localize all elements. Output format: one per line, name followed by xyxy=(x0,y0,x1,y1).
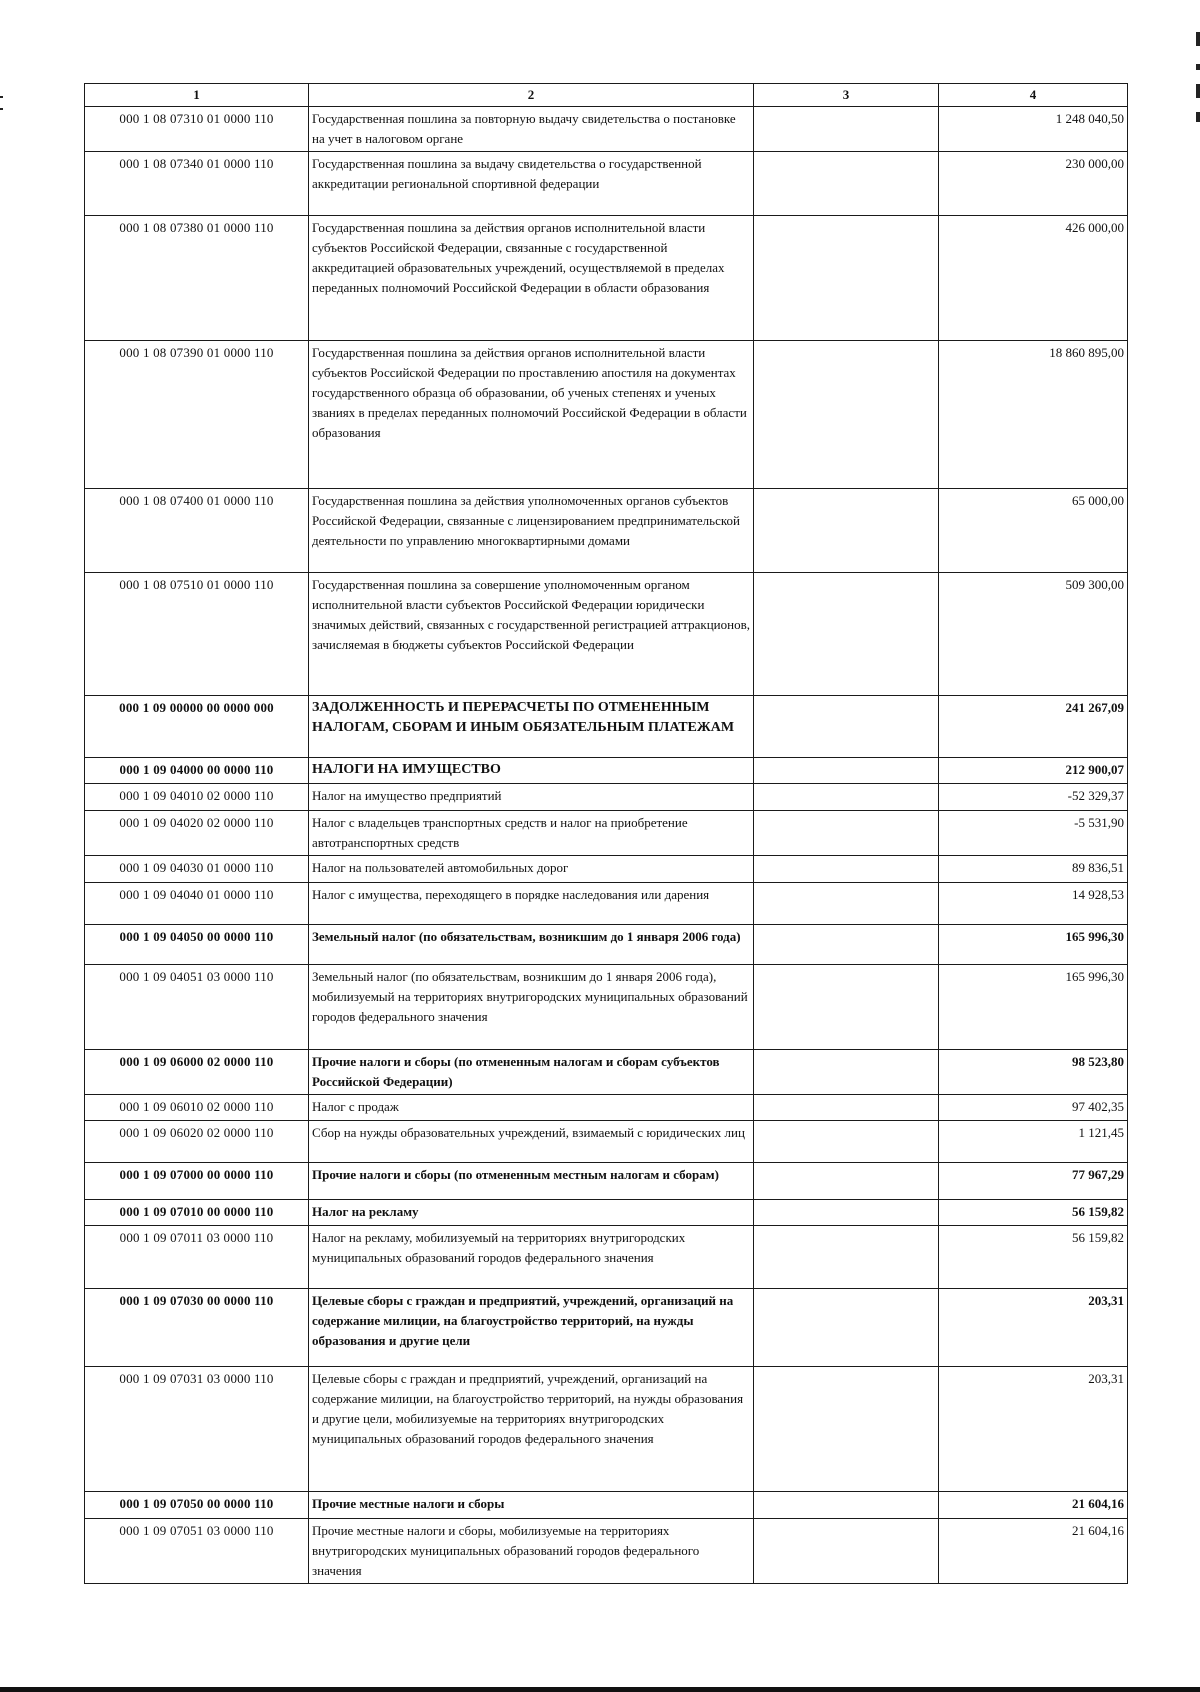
amount-cell: 230 000,00 xyxy=(939,152,1128,216)
revenue-name-cell: Государственная пошлина за действия органов исполнительной власти субъектов Российской Федерации, связанные с государственной аккредитацией образовательных учреждений, осуществляемой в пределах переданных полномочий Российской Федерации в области образования xyxy=(309,216,754,341)
header-col-4: 4 xyxy=(939,84,1128,107)
revenue-name-cell: Налог с имущества, переходящего в порядке наследования или дарения xyxy=(309,883,754,925)
amount-cell: 212 900,07 xyxy=(939,758,1128,784)
amount-cell: 165 996,30 xyxy=(939,965,1128,1050)
revenue-name-cell: Налог с продаж xyxy=(309,1095,754,1121)
budget-code-cell: 000 1 09 06010 02 0000 110 xyxy=(85,1095,309,1121)
budget-code-cell: 000 1 09 07051 03 0000 110 xyxy=(85,1519,309,1584)
scan-mark-right-1 xyxy=(1196,32,1200,46)
table-body xyxy=(85,107,1128,1584)
revenue-name-cell: Прочие местные налоги и сборы, мобилизуемые на территориях внутригородских муниципальных образований городов федерального значения xyxy=(309,1519,754,1584)
empty-col3-cell xyxy=(754,1367,939,1492)
revenue-name-cell: ЗАДОЛЖЕННОСТЬ И ПЕРЕРАСЧЕТЫ ПО ОТМЕНЕННЫМ НАЛОГАМ, СБОРАМ И ИНЫМ ОБЯЗАТЕЛЬНЫМ ПЛАТЕЖАМ xyxy=(309,696,754,758)
revenue-name-cell: Земельный налог (по обязательствам, возникшим до 1 января 2006 года) xyxy=(309,925,754,965)
revenue-name-cell: Государственная пошлина за совершение уполномоченным органом исполнительной власти субъектов Российской Федерации юридически значимых действий, связанных с государственной регистрацией аттракционов, зачисляемая в бюджеты субъектов Российской Федерации xyxy=(309,573,754,696)
budget-code-cell: 000 1 09 04010 02 0000 110 xyxy=(85,784,309,811)
amount-cell: -52 329,37 xyxy=(939,784,1128,811)
amount-cell: 165 996,30 xyxy=(939,925,1128,965)
revenue-name-cell: Государственная пошлина за действия уполномоченных органов субъектов Российской Федерации, связанные с лицензированием предпринимательской деятельности по управлению многоквартирными домами xyxy=(309,489,754,573)
budget-code-cell: 000 1 09 04050 00 0000 110 xyxy=(85,925,309,965)
budget-code-cell: 000 1 09 06020 02 0000 110 xyxy=(85,1121,309,1163)
budget-code-cell: 000 1 08 07510 01 0000 110 xyxy=(85,573,309,696)
table-row xyxy=(85,1492,1128,1519)
empty-col3-cell xyxy=(754,856,939,883)
empty-col3-cell xyxy=(754,489,939,573)
table-row xyxy=(85,216,1128,341)
table-row xyxy=(85,107,1128,152)
budget-code-cell: 000 1 08 07380 01 0000 110 xyxy=(85,216,309,341)
table-row xyxy=(85,696,1128,758)
empty-col3-cell xyxy=(754,1121,939,1163)
revenue-name-cell: Налог с владельцев транспортных средств и налог на приобретение автотранспортных средств xyxy=(309,811,754,856)
table-row xyxy=(85,1289,1128,1367)
empty-col3-cell xyxy=(754,925,939,965)
table-row xyxy=(85,489,1128,573)
scan-mark-left-2 xyxy=(0,108,3,110)
scan-mark-right-4 xyxy=(1196,112,1200,122)
table-row xyxy=(85,1050,1128,1095)
budget-code-cell: 000 1 09 04051 03 0000 110 xyxy=(85,965,309,1050)
revenue-name-cell: Государственная пошлина за повторную выдачу свидетельства о постановке на учет в налоговом органе xyxy=(309,107,754,152)
budget-code-cell: 000 1 08 07340 01 0000 110 xyxy=(85,152,309,216)
empty-col3-cell xyxy=(754,1095,939,1121)
amount-cell: 14 928,53 xyxy=(939,883,1128,925)
amount-cell: 89 836,51 xyxy=(939,856,1128,883)
table-header xyxy=(85,84,1128,107)
empty-col3-cell xyxy=(754,965,939,1050)
amount-cell: 97 402,35 xyxy=(939,1095,1128,1121)
empty-col3-cell xyxy=(754,1200,939,1226)
amount-cell: 21 604,16 xyxy=(939,1519,1128,1584)
budget-code-cell: 000 1 09 06000 02 0000 110 xyxy=(85,1050,309,1095)
table-row xyxy=(85,1519,1128,1584)
table-row xyxy=(85,1163,1128,1200)
empty-col3-cell xyxy=(754,1163,939,1200)
amount-cell: 241 267,09 xyxy=(939,696,1128,758)
budget-code-cell: 000 1 09 07010 00 0000 110 xyxy=(85,1200,309,1226)
budget-code-cell: 000 1 09 07011 03 0000 110 xyxy=(85,1226,309,1289)
table-row xyxy=(85,1200,1128,1226)
budget-code-cell: 000 1 09 00000 00 0000 000 xyxy=(85,696,309,758)
empty-col3-cell xyxy=(754,1226,939,1289)
empty-col3-cell xyxy=(754,107,939,152)
budget-code-cell: 000 1 09 07030 00 0000 110 xyxy=(85,1289,309,1367)
revenue-name-cell: Целевые сборы с граждан и предприятий, учреждений, организаций на содержание милиции, на благоустройство территорий, на нужды образования и другие цели xyxy=(309,1289,754,1367)
revenue-name-cell: Налог на рекламу xyxy=(309,1200,754,1226)
table-row xyxy=(85,152,1128,216)
empty-col3-cell xyxy=(754,696,939,758)
empty-col3-cell xyxy=(754,1519,939,1584)
header-col-3: 3 xyxy=(754,84,939,107)
empty-col3-cell xyxy=(754,1492,939,1519)
amount-cell: 18 860 895,00 xyxy=(939,341,1128,489)
empty-col3-cell xyxy=(754,573,939,696)
table-row xyxy=(85,965,1128,1050)
revenue-name-cell: Земельный налог (по обязательствам, возникшим до 1 января 2006 года), мобилизуемый на территориях внутригородских муниципальных образований городов федерального значения xyxy=(309,965,754,1050)
amount-cell: 203,31 xyxy=(939,1289,1128,1367)
budget-code-cell: 000 1 09 04030 01 0000 110 xyxy=(85,856,309,883)
scan-mark-right-2 xyxy=(1196,64,1200,70)
revenue-name-cell: Прочие налоги и сборы (по отмененным местным налогам и сборам) xyxy=(309,1163,754,1200)
empty-col3-cell xyxy=(754,216,939,341)
amount-cell: 98 523,80 xyxy=(939,1050,1128,1095)
budget-code-cell: 000 1 08 07400 01 0000 110 xyxy=(85,489,309,573)
table-row xyxy=(85,925,1128,965)
revenue-name-cell: Государственная пошлина за выдачу свидетельства о государственной аккредитации региональной спортивной федерации xyxy=(309,152,754,216)
amount-cell: 1 121,45 xyxy=(939,1121,1128,1163)
table-row xyxy=(85,1367,1128,1492)
budget-code-cell: 000 1 08 07390 01 0000 110 xyxy=(85,341,309,489)
table-row xyxy=(85,758,1128,784)
scan-mark-right-3 xyxy=(1196,84,1200,98)
scan-bottom-edge xyxy=(0,1687,1200,1692)
empty-col3-cell xyxy=(754,341,939,489)
revenue-table xyxy=(84,83,1128,1584)
revenue-name-cell: Сбор на нужды образовательных учреждений, взимаемый с юридических лиц xyxy=(309,1121,754,1163)
budget-code-cell: 000 1 09 04000 00 0000 110 xyxy=(85,758,309,784)
budget-code-cell: 000 1 09 07031 03 0000 110 xyxy=(85,1367,309,1492)
table-row xyxy=(85,856,1128,883)
revenue-name-cell: Налог на пользователей автомобильных дорог xyxy=(309,856,754,883)
empty-col3-cell xyxy=(754,152,939,216)
header-col-1: 1 xyxy=(85,84,309,107)
amount-cell: 56 159,82 xyxy=(939,1200,1128,1226)
amount-cell: 56 159,82 xyxy=(939,1226,1128,1289)
empty-col3-cell xyxy=(754,758,939,784)
empty-col3-cell xyxy=(754,1050,939,1095)
budget-code-cell: 000 1 09 04040 01 0000 110 xyxy=(85,883,309,925)
table-row xyxy=(85,811,1128,856)
amount-cell: 21 604,16 xyxy=(939,1492,1128,1519)
amount-cell: 203,31 xyxy=(939,1367,1128,1492)
empty-col3-cell xyxy=(754,811,939,856)
scan-mark-left-1 xyxy=(0,96,3,98)
amount-cell: 65 000,00 xyxy=(939,489,1128,573)
empty-col3-cell xyxy=(754,1289,939,1367)
amount-cell: 1 248 040,50 xyxy=(939,107,1128,152)
revenue-name-cell: Прочие налоги и сборы (по отмененным налогам и сборам субъектов Российской Федерации) xyxy=(309,1050,754,1095)
amount-cell: 426 000,00 xyxy=(939,216,1128,341)
revenue-name-cell: НАЛОГИ НА ИМУЩЕСТВО xyxy=(309,758,754,784)
budget-code-cell: 000 1 09 07000 00 0000 110 xyxy=(85,1163,309,1200)
table-row xyxy=(85,1226,1128,1289)
table-row xyxy=(85,573,1128,696)
empty-col3-cell xyxy=(754,883,939,925)
revenue-name-cell: Прочие местные налоги и сборы xyxy=(309,1492,754,1519)
table-row xyxy=(85,341,1128,489)
header-row xyxy=(85,84,1128,107)
table-row xyxy=(85,883,1128,925)
empty-col3-cell xyxy=(754,784,939,811)
table-row xyxy=(85,784,1128,811)
budget-code-cell: 000 1 08 07310 01 0000 110 xyxy=(85,107,309,152)
revenue-name-cell: Государственная пошлина за действия органов исполнительной власти субъектов Российской Федерации по проставлению апостиля на документах государственного образца об образовании, об ученых степенях и ученых званиях в пределах переданных полномочий Российской Федерации в области образования xyxy=(309,341,754,489)
table-row xyxy=(85,1121,1128,1163)
amount-cell: 77 967,29 xyxy=(939,1163,1128,1200)
header-col-2: 2 xyxy=(309,84,754,107)
revenue-name-cell: Налог на рекламу, мобилизуемый на территориях внутригородских муниципальных образований городов федерального значения xyxy=(309,1226,754,1289)
revenue-name-cell: Целевые сборы с граждан и предприятий, учреждений, организаций на содержание милиции, на благоустройство территорий, на нужды образования и другие цели, мобилизуемые на территориях внутригородских муниципальных образований городов федерального значения xyxy=(309,1367,754,1492)
amount-cell: 509 300,00 xyxy=(939,573,1128,696)
amount-cell: -5 531,90 xyxy=(939,811,1128,856)
revenue-name-cell: Налог на имущество предприятий xyxy=(309,784,754,811)
budget-code-cell: 000 1 09 04020 02 0000 110 xyxy=(85,811,309,856)
table-row xyxy=(85,1095,1128,1121)
budget-code-cell: 000 1 09 07050 00 0000 110 xyxy=(85,1492,309,1519)
